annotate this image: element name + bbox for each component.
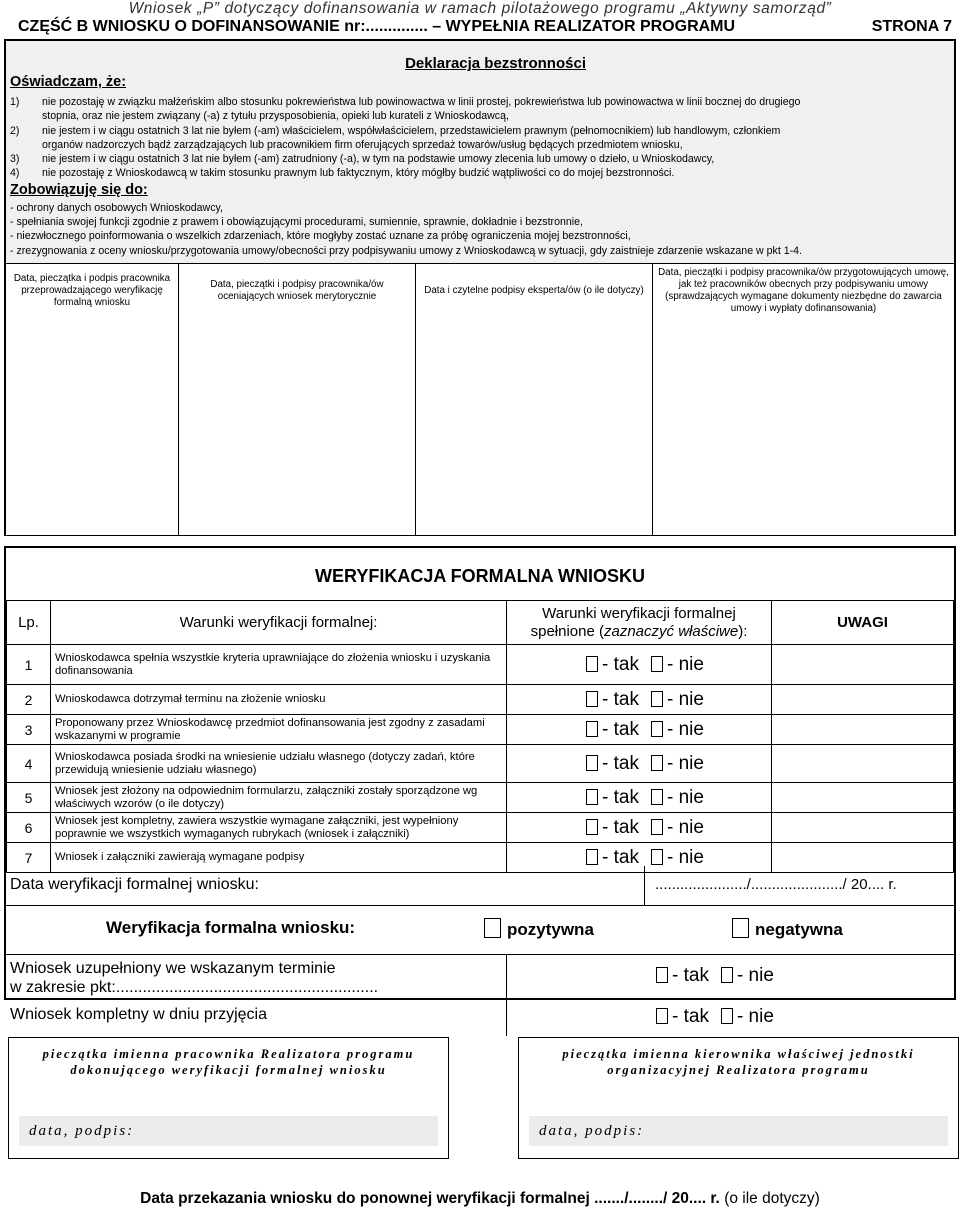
statement-item: 2) nie jestem i w ciągu ostatnich 3 lat nie byłem (-am) właścicielem, współwłaścicielem, przedstawicielem prawnym (pełnomocnikiem) lub handlowym, członkiem xyxy=(10,125,781,137)
stamp-box-manager[interactable] xyxy=(518,1037,959,1159)
complete-label: Wniosek kompletny w dniu przyjęcia xyxy=(10,1006,267,1023)
verification-title: WERYFIKACJA FORMALNA WNIOSKU xyxy=(315,566,645,586)
condition-text: Proponowany przez Wnioskodawcę przedmiot dofinansowania jest zgodny z zasadami wskazanymi w programie xyxy=(51,715,507,745)
checkbox-no[interactable] xyxy=(651,819,663,835)
signature-cell-contract[interactable] xyxy=(653,264,954,535)
table-row xyxy=(7,745,954,783)
signature-caption: Data, pieczątka i podpis pracownika przeprowadzającego weryfikację formalną wniosku xyxy=(13,273,171,308)
table-header-row xyxy=(7,601,954,645)
checkbox-yes[interactable] xyxy=(586,691,598,707)
condition-text: Wniosek i załączniki zawierają wymagane podpisy xyxy=(51,843,507,873)
part-header xyxy=(10,18,952,38)
supplement-table xyxy=(6,954,954,1038)
yes-no-options: - tak - nie xyxy=(507,685,772,715)
signature-row xyxy=(6,263,954,534)
row-number: 2 xyxy=(7,685,51,715)
table-row xyxy=(7,645,954,685)
row-number: 7 xyxy=(7,843,51,873)
row-number: 5 xyxy=(7,783,51,813)
checkbox-yes[interactable] xyxy=(586,755,598,771)
reverification-date-line: Data przekazania wniosku do ponownej weryfikacji formalnej ......./......../ 20.... r. (o ile dotyczy) xyxy=(140,1190,820,1207)
signature-caption: Data, pieczątki i podpisy pracownika/ów oceniających wniosek merytorycznie xyxy=(210,279,384,302)
remarks-cell[interactable] xyxy=(772,783,954,813)
signature-cell-expert[interactable] xyxy=(416,264,653,535)
remarks-cell[interactable] xyxy=(772,715,954,745)
program-title: Wniosek „P” dotyczący dofinansowania w ramach pilotażowego programu „Aktywny samorząd” xyxy=(128,0,832,17)
yes-no-options: - tak - nie xyxy=(507,843,772,873)
yes-no-options: - tak - nie xyxy=(507,715,772,745)
remarks-cell[interactable] xyxy=(772,645,954,685)
signature-cell-formal[interactable] xyxy=(6,264,179,535)
checkbox-yes[interactable] xyxy=(656,1008,668,1024)
checkbox-no[interactable] xyxy=(651,755,663,771)
verification-date-label: Data weryfikacji formalnej wniosku: xyxy=(10,876,259,893)
condition-text: Wniosek jest kompletny, zawiera wszystkie wymagane załączniki, jest wypełniony poprawnie we wszystkich wymaganych rubrykach (wniosek i załączniki) xyxy=(51,813,507,843)
declaration-title: Deklaracja bezstronności xyxy=(405,55,586,72)
obligation-heading: Zobowiązuję się do: xyxy=(10,182,148,198)
result-positive-option: pozytywna xyxy=(484,918,594,940)
stamp-caption: pieczątka imienna kierownika właściwej jednostki organizacyjnej Realizatora programu xyxy=(562,1047,915,1077)
supplement-label: Wniosek uzupełniony we wskazanym terminie w zakresie pkt:........................................................... xyxy=(10,960,379,996)
table-row xyxy=(7,715,954,745)
part-label: CZĘŚĆ B WNIOSKU O DOFINANSOWANIE nr:.............. – WYPEŁNIA REALIZATOR PROGRAMU xyxy=(18,18,736,35)
statement-item: 1) nie pozostaję w związku małżeńskim albo stosunku pokrewieństwa lub powinowactwa w linii prostej, pokrewieństwa lub powinowactwa w linii bocznej do drugiego xyxy=(10,96,801,108)
checkbox-no[interactable] xyxy=(651,789,663,805)
stamp-caption: pieczątka imienna pracownika Realizatora programu dokonującego weryfikacji formalnej wniosku xyxy=(42,1047,415,1077)
row-number: 6 xyxy=(7,813,51,843)
statement-item-cont: organów nadzorczych bądź zarządzających lub pracownikiem firm oferujących sprzedaż towarów/usług będących przedmiotem wniosku, xyxy=(42,139,683,151)
condition-text: Wniosek jest złożony na odpowiednim formularzu, załączniki zostały sporządzone wg właściwych wzorów (o ile dotyczy) xyxy=(51,783,507,813)
obligation-item: - spełniania swojej funkcji zgodnie z prawem i obowiązującymi procedurami, sumiennie, sprawnie, dokładnie i bezstronnie, xyxy=(10,216,583,228)
checkbox-yes[interactable] xyxy=(586,656,598,672)
table-row xyxy=(7,813,954,843)
table-row xyxy=(7,783,954,813)
statement-item-cont: stopnia, oraz nie jestem związany (-a) z tytułu przysposobienia, opieki lub kurateli z Wnioskodawcą, xyxy=(42,110,509,122)
checkbox-no[interactable] xyxy=(721,1008,733,1024)
checkbox-yes[interactable] xyxy=(586,721,598,737)
complete-row xyxy=(6,1000,954,1036)
yes-no-options: - tak - nie xyxy=(656,1006,774,1028)
yes-no-options: - tak - nie xyxy=(507,813,772,843)
condition-text: Wnioskodawca spełnia wszystkie kryteria uprawniające do złożenia wniosku i uzyskania dofinansowania xyxy=(51,645,507,685)
statement-item: 3) nie jestem i w ciągu ostatnich 3 lat nie byłem (-am) zatrudniony (-a), w tym na podstawie umowy zlecenia lub umowy o dzieło, u Wnioskodawcy, xyxy=(10,153,715,165)
statement-heading: Oświadczam, że: xyxy=(10,74,127,90)
row-number: 4 xyxy=(7,745,51,783)
verification-table xyxy=(6,600,954,873)
page-label: STRONA 7 xyxy=(871,18,952,35)
obligation-item: - zrezygnowania z oceny wniosku/przygotowania umowy/obecności przy podpisywaniu umowy z Wnioskodawcą w sytuacji, gdy zaistnieje zdarzenie wskazane w pkt 1-4. xyxy=(10,245,802,257)
checkbox-no[interactable] xyxy=(651,691,663,707)
table-row xyxy=(7,685,954,715)
signature-caption: Data, pieczątki i podpisy pracownika/ów przygotowujących umowę, jak też pracowników obecnych przy podpisywaniu umowy (sprawdzających wymagane dokumenty niezbędne do zawarcia umowy i wypłaty dofinansowania) xyxy=(658,267,949,314)
divider xyxy=(506,955,507,1001)
col-remarks: UWAGI xyxy=(772,601,954,645)
condition-text: Wnioskodawca dotrzymał terminu na złożenie wniosku xyxy=(51,685,507,715)
verification-date-row xyxy=(6,866,954,906)
checkbox-yes[interactable] xyxy=(586,849,598,865)
date-signature-field[interactable]: data, podpis: xyxy=(19,1116,438,1146)
row-number: 1 xyxy=(7,645,51,685)
checkbox-no[interactable] xyxy=(721,967,733,983)
remarks-cell[interactable] xyxy=(772,745,954,783)
supplement-row xyxy=(6,954,954,1000)
statement-item: 4) nie pozostaję z Wnioskodawcą w takim stosunku prawnym lub faktycznym, który mógłby budzić wątpliwości co do mojej bezstronności. xyxy=(10,167,675,179)
checkbox-no[interactable] xyxy=(651,656,663,672)
yes-no-options: - tak - nie xyxy=(507,745,772,783)
checkbox-positive[interactable] xyxy=(484,918,501,938)
checkbox-negative[interactable] xyxy=(732,918,749,938)
date-signature-field[interactable]: data, podpis: xyxy=(529,1116,948,1146)
yes-no-options: - tak - nie xyxy=(507,645,772,685)
condition-text: Wnioskodawca posiada środki na wniesienie udziału własnego (dotyczy zadań, które przewidują wniesienie udziału własnego) xyxy=(51,745,507,783)
remarks-cell[interactable] xyxy=(772,813,954,843)
col-lp: Lp. xyxy=(7,601,51,645)
col-fulfilled: Warunki weryfikacji formalnej spełnione (zaznaczyć właściwe): xyxy=(507,601,772,645)
checkbox-yes[interactable] xyxy=(656,967,668,983)
obligation-item: - ochrony danych osobowych Wnioskodawcy, xyxy=(10,202,223,214)
divider xyxy=(506,1000,507,1036)
checkbox-no[interactable] xyxy=(651,849,663,865)
yes-no-options: - tak - nie xyxy=(656,965,774,987)
col-conditions: Warunki weryfikacji formalnej: xyxy=(51,601,507,645)
signature-cell-merit[interactable] xyxy=(179,264,416,535)
yes-no-options: - tak - nie xyxy=(507,783,772,813)
verification-result-label: Weryfikacja formalna wniosku: xyxy=(106,918,356,937)
checkbox-no[interactable] xyxy=(651,721,663,737)
result-negative-option: negatywna xyxy=(732,918,843,940)
remarks-cell[interactable] xyxy=(772,685,954,715)
stamp-box-employee[interactable] xyxy=(8,1037,449,1159)
verification-section xyxy=(4,546,956,1027)
row-number: 3 xyxy=(7,715,51,745)
checkbox-yes[interactable] xyxy=(586,789,598,805)
obligation-item: - niezwłocznego poinformowania o wszelkich zdarzeniach, które mogłyby zostać uznane za próbę ograniczenia mojej bezstronności, xyxy=(10,230,631,242)
signature-caption: Data i czytelne podpisy eksperta/ów (o ile dotyczy) xyxy=(424,285,644,296)
declaration-section xyxy=(4,39,956,536)
verification-date-field[interactable]: ....................../....................../ 20.... r. xyxy=(644,866,897,906)
checkbox-yes[interactable] xyxy=(586,819,598,835)
